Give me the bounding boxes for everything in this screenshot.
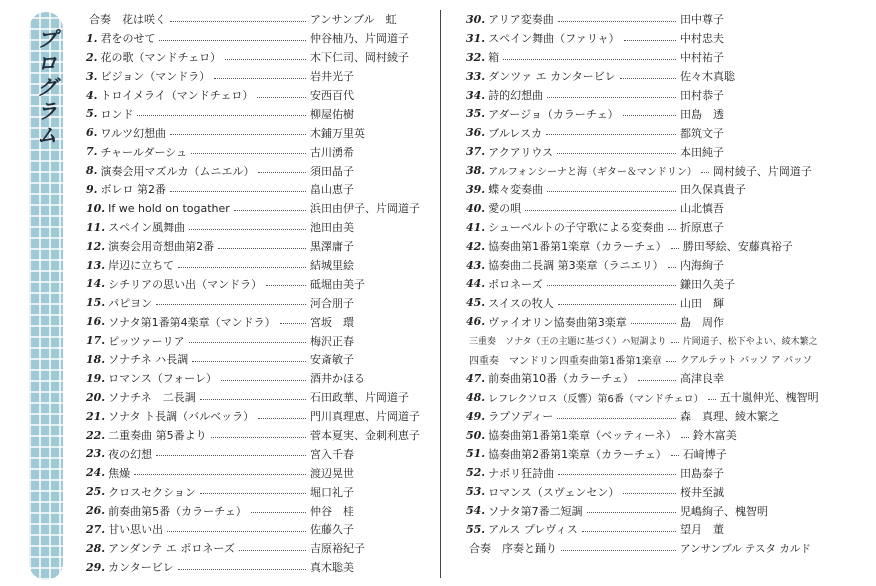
item-number: 11. — [86, 220, 106, 234]
item-performer: 梅沢正春 — [310, 334, 354, 348]
item-number: 12. — [86, 239, 106, 253]
item-number: 40. — [466, 201, 486, 215]
item-performer: 菅本夏実、金刺利恵子 — [310, 429, 420, 443]
dot-leader — [178, 569, 306, 570]
program-item — [466, 274, 816, 293]
dot-leader — [156, 455, 306, 456]
item-performer: 田村恭子 — [680, 89, 724, 102]
dot-leader — [189, 229, 306, 230]
item-performer: 畠山恵子 — [310, 183, 354, 197]
program-item — [86, 501, 422, 520]
item-performer: 渡辺晃世 — [310, 466, 354, 480]
item-performer: 中村祐子 — [680, 51, 724, 65]
program-item — [466, 199, 816, 218]
program-item — [466, 256, 816, 275]
item-performer: 本田純子 — [680, 145, 724, 159]
item-title: ソナタ ト長調（バルベッラ） — [108, 410, 255, 424]
item-number: 15. — [86, 296, 106, 310]
program-item — [466, 48, 816, 67]
item-number: 52. — [466, 466, 486, 480]
item-number: 7. — [86, 145, 98, 159]
item-number: 55. — [466, 522, 486, 536]
item-performer: 中村忠夫 — [680, 32, 724, 46]
dot-leader — [631, 323, 676, 324]
item-title: シチリアの思い出（マンドラ） — [108, 277, 263, 291]
item-title: クロスセクション — [108, 485, 196, 499]
dot-leader — [239, 550, 306, 551]
program-item — [466, 104, 816, 123]
item-number: 41. — [466, 220, 486, 234]
item-title: 協奏曲第2番第1楽章（カラーチェ） — [488, 447, 667, 461]
program-item — [466, 388, 819, 407]
item-title: ラプソディー — [488, 410, 554, 424]
dot-leader — [558, 21, 676, 22]
item-performer: 五十嵐伸光、槐智明 — [719, 391, 819, 405]
item-number: 30. — [466, 12, 486, 26]
item-title: ビジョン（マンドラ） — [100, 70, 211, 84]
dot-leader — [225, 59, 306, 60]
item-performer: 鈴木富美 — [692, 429, 737, 443]
program-item — [466, 293, 816, 312]
item-title: 前奏曲第5番（カラーチェ） — [108, 504, 247, 518]
program-item — [466, 539, 816, 558]
program-item — [466, 444, 816, 463]
program-item — [466, 218, 816, 237]
item-title: ダンツァ エ カンタービレ — [488, 70, 616, 84]
dot-leader — [280, 323, 306, 324]
program-item — [86, 161, 422, 180]
item-title: アリア変奏曲 — [488, 13, 554, 27]
item-title: スペイン風舞曲 — [108, 221, 186, 235]
item-performer: 石田政華、片岡道子 — [310, 391, 409, 405]
item-performer: クアルテット パッソ ア パッソ — [680, 355, 813, 367]
dot-leader — [638, 380, 676, 381]
item-number: 53. — [466, 485, 486, 499]
program-item — [466, 161, 816, 180]
item-title: ボレロ 第2番 — [100, 183, 166, 197]
item-title: 愛の唄 — [488, 202, 522, 216]
dot-leader — [671, 342, 679, 343]
program-item — [466, 67, 816, 86]
dot-leader — [200, 399, 306, 400]
program-item — [86, 293, 422, 312]
dot-leader — [137, 115, 306, 116]
item-performer: 柳屋佑樹 — [310, 107, 354, 121]
program-item — [466, 463, 816, 482]
item-number: 50. — [466, 428, 486, 442]
dot-leader — [251, 512, 306, 513]
item-performer: 岡村綾子、片岡道子 — [712, 164, 812, 178]
item-title: 演奏会用マズルカ（ムニエル） — [100, 164, 255, 178]
item-performer: 仲谷 桂 — [310, 504, 354, 518]
program-item — [86, 312, 422, 331]
item-number: 19. — [86, 371, 106, 385]
item-title: スペイン舞曲（ファリャ） — [488, 32, 620, 46]
item-performer: 宮坂 環 — [310, 315, 354, 329]
item-title: ソナチネ ハ長調 — [108, 353, 189, 367]
item-title: 花の歌（マンドチェロ） — [100, 51, 222, 65]
dot-leader — [211, 437, 306, 438]
dot-leader — [557, 153, 676, 154]
dot-leader — [234, 210, 306, 211]
item-performer: 田島泰子 — [680, 466, 724, 480]
item-performer: 堀口礼子 — [310, 485, 354, 499]
program-item — [466, 407, 816, 426]
item-performer: 折原恵子 — [680, 221, 724, 235]
dot-leader — [708, 399, 716, 400]
item-performer: 都筑文子 — [680, 126, 724, 140]
item-number: 21. — [86, 409, 106, 423]
item-performer: 池田由美 — [310, 221, 354, 235]
program-item — [86, 444, 422, 463]
program-item — [86, 520, 422, 539]
dot-leader — [671, 248, 679, 249]
program-list-left — [86, 10, 422, 577]
dot-leader — [681, 437, 689, 438]
dot-leader — [668, 267, 676, 268]
item-title: If we hold on togather — [108, 201, 230, 215]
dot-leader — [178, 267, 306, 268]
item-number: 29. — [86, 560, 106, 574]
program-item — [466, 482, 816, 501]
item-title: 演奏会用奇想曲第2番 — [108, 240, 215, 254]
dot-leader — [170, 134, 306, 135]
dot-leader — [258, 418, 306, 419]
dot-leader — [561, 550, 676, 551]
item-performer: 児嶋絢子、槐智明 — [680, 504, 768, 518]
program-item — [86, 67, 422, 86]
item-title: 蝶々変奏曲 — [488, 183, 544, 197]
item-performer: 酒井かほる — [310, 372, 365, 386]
item-number: 17. — [86, 334, 106, 348]
program-item — [86, 142, 422, 161]
program-item — [86, 482, 422, 501]
item-number: 24. — [86, 466, 106, 480]
item-title: ワルツ幻想曲 — [100, 126, 167, 140]
dot-leader — [623, 115, 676, 116]
program-item — [86, 237, 422, 256]
item-number: 44. — [466, 277, 486, 291]
item-performer: 高津良幸 — [680, 372, 724, 386]
program-item — [86, 180, 422, 199]
item-title: カンタービレ — [108, 561, 174, 575]
item-number: 25. — [86, 485, 106, 499]
item-title: ロマンス（フォーレ） — [108, 372, 218, 386]
item-performer: 古川湧希 — [310, 145, 354, 159]
item-performer: 内海絢子 — [680, 259, 724, 273]
item-title: 協奏曲二長調 第3楽章（ラニエリ） — [488, 259, 664, 273]
program-item — [466, 180, 816, 199]
item-title: 箱 — [488, 51, 500, 65]
dot-leader — [191, 153, 306, 154]
item-number: 26. — [86, 504, 106, 518]
item-performer: 勝田琴絵、安藤真裕子 — [682, 240, 793, 254]
item-number: 6. — [86, 126, 98, 140]
item-title: ピッツァーリア — [108, 334, 185, 348]
program-item — [86, 123, 422, 142]
item-performer: 田島 透 — [680, 107, 724, 121]
item-title: 二重奏曲 第5番より — [108, 429, 207, 443]
program-item — [86, 388, 422, 407]
dot-leader — [525, 210, 676, 211]
item-number: 48. — [466, 390, 486, 404]
program-item — [86, 86, 422, 105]
item-number: 42. — [466, 239, 486, 253]
dot-leader — [547, 97, 676, 98]
dot-leader — [214, 78, 306, 79]
program-item — [466, 142, 816, 161]
item-title: アルス プレヴィス — [488, 523, 578, 537]
item-performer: 黒澤庸子 — [310, 240, 354, 254]
item-performer: 岩井光子 — [310, 70, 354, 84]
item-performer: 片岡道子、松下やよい、綾木繁之 — [682, 337, 818, 348]
item-performer: 田久保真貴子 — [680, 183, 746, 197]
program-item — [86, 29, 422, 48]
dot-leader — [257, 97, 306, 98]
program-item — [86, 463, 422, 482]
item-title: 岸辺に立ちて — [108, 259, 175, 273]
program-item — [86, 539, 422, 558]
item-number: 8. — [86, 164, 98, 178]
item-title: 甘い思い出 — [108, 523, 164, 537]
program-item — [466, 29, 816, 48]
dot-leader — [557, 418, 676, 419]
dot-leader — [170, 21, 306, 22]
item-number: 2. — [86, 50, 98, 64]
item-performer: 望月 董 — [680, 523, 724, 537]
item-title: スイスの牧人 — [488, 296, 554, 310]
dot-leader — [503, 59, 676, 60]
item-number: 37. — [466, 145, 486, 159]
dot-leader — [546, 134, 676, 135]
program-item — [86, 350, 422, 369]
item-performer: 門川真理恵、片岡道子 — [310, 410, 420, 424]
dot-leader — [189, 342, 306, 343]
item-title: パピヨン — [108, 296, 153, 310]
item-title: 合奏 花は咲く — [89, 13, 166, 27]
item-number: 10. — [86, 201, 106, 215]
dot-leader — [582, 531, 676, 532]
item-number: 39. — [466, 182, 486, 196]
item-number: 18. — [86, 352, 106, 366]
program-item — [466, 426, 816, 445]
dot-leader — [167, 531, 306, 532]
program-item — [86, 331, 422, 350]
item-number: 46. — [466, 315, 486, 329]
dot-leader — [266, 285, 306, 286]
item-performer: アンサンブル 虹 — [310, 13, 397, 27]
item-title: 焦燥 — [108, 466, 131, 480]
item-title: 合奏 序奏と踊り — [469, 542, 557, 556]
item-performer: 浜田由伊子、片岡道子 — [310, 202, 420, 216]
item-number: 43. — [466, 258, 486, 272]
dot-leader — [623, 493, 676, 494]
item-number: 20. — [86, 390, 106, 404]
item-number: 4. — [86, 88, 98, 102]
dot-leader — [258, 172, 306, 173]
dot-leader — [547, 191, 676, 192]
item-title: ブルレスカ — [488, 126, 543, 140]
program-item — [86, 104, 422, 123]
program-item — [86, 10, 422, 29]
item-performer: 鎌田久美子 — [680, 277, 735, 291]
item-title: 三重奏 ソナタ（王の主題に基づく）ハ短調より — [469, 337, 667, 348]
item-number: 27. — [86, 522, 106, 536]
dot-leader — [671, 455, 679, 456]
dot-leader — [170, 191, 306, 192]
item-title: 協奏曲第1番第1楽章（カラーチェ） — [488, 240, 667, 254]
item-performer: 須田晶子 — [310, 164, 354, 178]
dot-leader — [134, 474, 306, 475]
item-number: 38. — [466, 164, 486, 178]
program-item — [466, 331, 816, 350]
program-item — [466, 520, 816, 539]
item-number: 51. — [466, 447, 486, 461]
item-number: 13. — [86, 258, 106, 272]
dot-leader — [200, 493, 306, 494]
item-performer: 石﨑博子 — [682, 447, 727, 461]
item-performer: 木鋪万里英 — [310, 126, 365, 140]
item-title: ソナタ第7番二短調 — [488, 504, 583, 518]
program-item — [86, 256, 422, 275]
item-performer: 結城里絵 — [310, 259, 354, 273]
item-title: ソナチネ 二長調 — [108, 391, 196, 405]
dot-leader — [666, 361, 676, 362]
program-item — [86, 218, 422, 237]
item-title: ヴァイオリン協奏曲第3楽章 — [488, 315, 627, 329]
item-number: 9. — [86, 182, 98, 196]
item-number: 54. — [466, 504, 486, 518]
item-number: 32. — [466, 50, 486, 64]
item-title: アルフォンシーナと海（ギター＆マンドリン） — [488, 167, 697, 179]
item-title: ナポリ狂詩曲 — [488, 466, 555, 480]
item-number: 3. — [86, 69, 98, 83]
item-title: アクアリウス — [488, 145, 554, 159]
item-number: 14. — [86, 277, 106, 291]
program-item — [466, 10, 816, 29]
item-performer: 安西百代 — [310, 89, 354, 102]
item-number: 45. — [466, 296, 486, 310]
program-item — [86, 199, 422, 218]
item-number: 47. — [466, 371, 486, 385]
program-item — [466, 350, 816, 369]
program-item — [86, 369, 422, 388]
item-number: 22. — [86, 428, 106, 442]
item-performer: 田中尊子 — [680, 13, 724, 27]
program-item — [466, 501, 816, 520]
item-number: 1. — [86, 31, 98, 45]
item-title: ポロネーズ — [488, 277, 543, 291]
dot-leader — [558, 474, 676, 475]
item-performer: 森 真理、綾木繁之 — [680, 410, 779, 424]
dot-leader — [668, 229, 676, 230]
item-performer: 山北慎吾 — [680, 202, 724, 216]
program-item — [86, 48, 422, 67]
item-title: ロンド — [100, 107, 134, 121]
item-performer: 佐々木真聡 — [680, 70, 735, 84]
dot-leader — [218, 248, 306, 249]
item-performer: 宮入千春 — [310, 447, 354, 461]
item-number: 28. — [86, 541, 106, 555]
item-number: 36. — [466, 126, 486, 140]
dot-leader — [701, 172, 709, 173]
item-performer: 島 周作 — [680, 315, 724, 329]
item-title: 四重奏 マンドリン四重奏曲第1番第1楽章 — [469, 355, 662, 367]
item-number: 33. — [466, 69, 486, 83]
item-title: トロイメライ（マンドチェロ） — [100, 89, 254, 102]
item-number: 31. — [466, 31, 486, 45]
dot-leader — [624, 40, 676, 41]
item-title: シューベルトの子守歌による変奏曲 — [488, 221, 664, 235]
item-performer: 砥堀由美子 — [310, 277, 365, 291]
program-item — [86, 274, 422, 293]
item-number: 35. — [466, 107, 486, 121]
dot-leader — [192, 361, 306, 362]
item-number: 5. — [86, 107, 98, 121]
program-banner — [29, 12, 63, 580]
program-item — [466, 237, 816, 256]
program-item — [466, 369, 816, 388]
item-title: 夜の幻想 — [108, 447, 153, 461]
dot-leader — [547, 285, 676, 286]
item-title: 君をのせて — [100, 32, 156, 46]
item-performer: 吉原裕紀子 — [310, 542, 365, 556]
dot-leader — [558, 304, 676, 305]
item-performer: 仲谷柚乃、片岡道子 — [310, 32, 409, 46]
program-item — [466, 86, 816, 105]
item-performer: 山田 輝 — [680, 296, 724, 310]
item-title: アンダンテ エ ポロネーズ — [108, 542, 235, 556]
item-number: 49. — [466, 409, 486, 423]
item-number: 16. — [86, 315, 106, 329]
program-item — [466, 123, 816, 142]
program-list-right — [466, 10, 819, 558]
item-title: チャールダーシュ — [100, 145, 188, 159]
item-number: 23. — [86, 447, 106, 461]
item-performer: 真木聡美 — [310, 561, 354, 575]
item-performer: 安斎敏子 — [310, 353, 354, 367]
item-title: アダージョ（カラーチェ） — [488, 107, 619, 121]
item-title: ロマンス（スヴェンセン） — [488, 485, 620, 499]
item-performer: 桜井至誠 — [680, 485, 724, 499]
item-title: レフレクソロス（反響）第6番（マンドチェロ） — [488, 393, 704, 405]
item-title: 前奏曲第10番（カラーチェ） — [488, 372, 634, 386]
dot-leader — [221, 380, 306, 381]
item-performer: アンサンブル テスタ カルド — [680, 542, 811, 555]
dot-leader — [156, 304, 306, 305]
dot-leader — [620, 78, 676, 79]
item-title: 協奏曲第1番第1楽章（ベッティーネ） — [488, 429, 677, 443]
program-item — [86, 426, 422, 445]
banner-title: プログラム — [34, 28, 58, 148]
dot-leader — [159, 40, 306, 41]
item-title: 詩的幻想曲 — [488, 89, 544, 102]
column-divider — [440, 10, 441, 578]
item-performer: 佐藤久子 — [310, 523, 354, 537]
program-item — [86, 558, 422, 577]
item-number: 34. — [466, 88, 486, 102]
program-item — [466, 312, 816, 331]
item-performer: 河合朋子 — [310, 296, 354, 310]
dot-leader — [587, 512, 676, 513]
program-item — [86, 407, 422, 426]
item-performer: 木下仁司、岡村綾子 — [310, 51, 409, 65]
item-title: ソナタ第1番第4楽章（マンドラ） — [108, 315, 276, 329]
